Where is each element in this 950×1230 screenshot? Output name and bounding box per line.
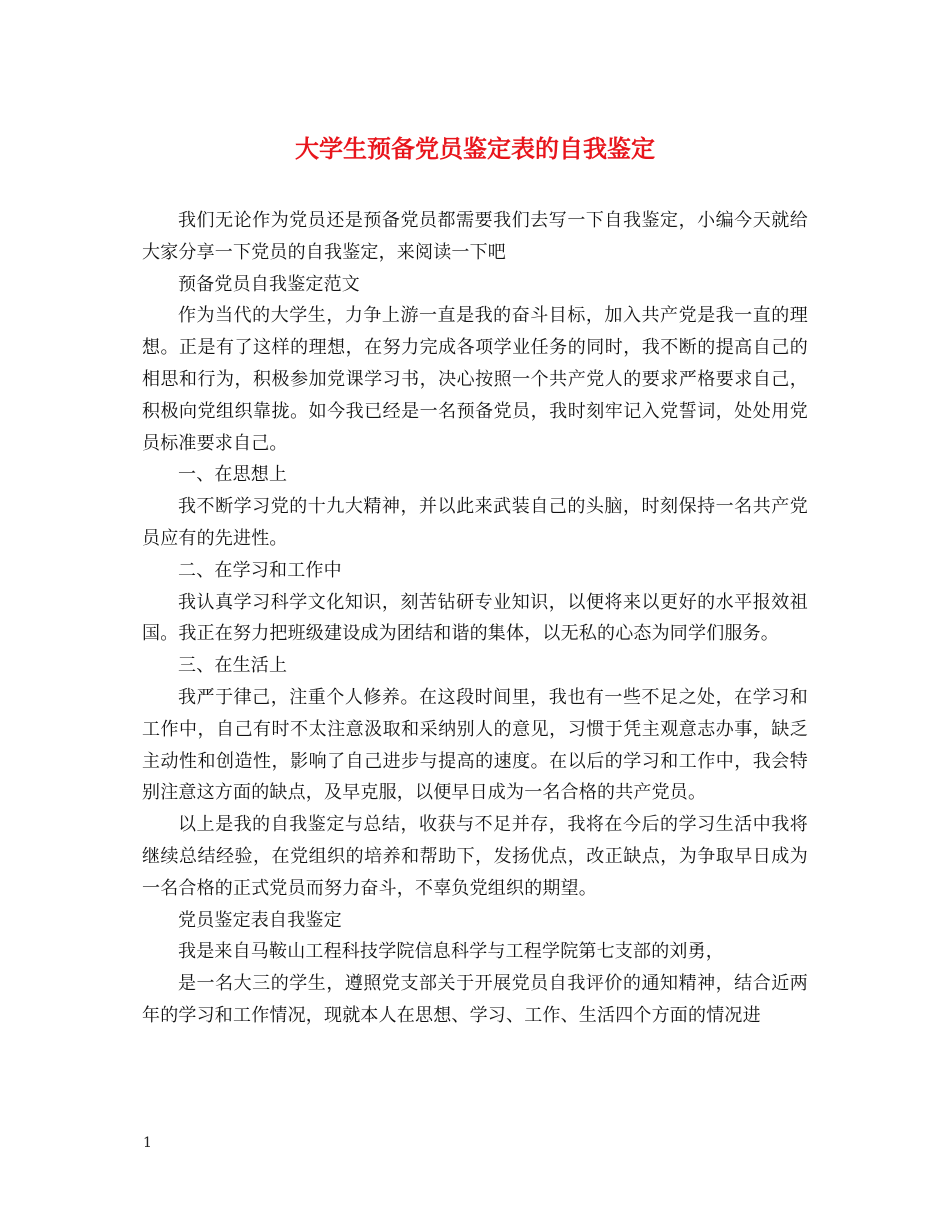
body-paragraph: 我认真学习科学文化知识，刻苦钻研专业知识，以便将来以更好的水平报效祖国。我正在努力把班级建设成为团结和谐的集体，以无私的心态为同学们服务。 <box>142 591 808 645</box>
document-title: 大学生预备党员鉴定表的自我鉴定 <box>295 134 655 163</box>
page-number: 1 <box>143 1135 152 1151</box>
section-heading-sample: 预备党员自我鉴定范文 <box>178 273 360 295</box>
body-paragraph: 我是来自马鞍山工程科技学院信息科学与工程学院第七支部的刘勇， <box>178 941 724 963</box>
body-paragraph: 我不断学习党的十九大精神，并以此来武装自己的头脑，时刻保持一名共产党员应有的先进性。 <box>142 496 808 549</box>
body-paragraph: 是一名大三的学生，遵照党支部关于开展党员自我评价的通知精神，结合近两年的学习和工作情况，现就本人在思想、学习、工作、生活四个方面的情况进 <box>142 973 808 1026</box>
document-body <box>142 205 808 1032</box>
body-paragraph: 我严于律己，注重个人修养。在这段时间里，我也有一些不足之处，在学习和工作中，自己有时不太注意汲取和采纳别人的意见，习惯于凭主观意志办事，缺乏主动性和创造性，影响了自己进步与提高的速度。在以后的学习和工作中，我会特别注意这方面的缺点，及早克服，以便早日成为一名合格的共产党员。 <box>142 686 808 804</box>
section-heading-study-work: 二、在学习和工作中 <box>178 559 342 581</box>
intro-paragraph: 我们无论作为党员还是预备党员都需要我们去写一下自我鉴定，小编今天就给大家分享一下党员的自我鉴定，来阅读一下吧 <box>142 210 808 263</box>
summary-paragraph: 以上是我的自我鉴定与总结，收获与不足并存，我将在今后的学习生活中我将继续总结经验，在党组织的培养和帮助下，发扬优点，改正缺点，为争取早日成为一名合格的正式党员而努力奋斗，不辜负党组织的期望。 <box>142 814 808 899</box>
section-heading-thought: 一、在思想上 <box>178 464 288 486</box>
section-heading-evaluation: 党员鉴定表自我鉴定 <box>178 909 342 931</box>
body-paragraph: 作为当代的大学生，力争上游一直是我的奋斗目标，加入共产党是我一直的理想。正是有了这样的理想，在努力完成各项学业任务的同时，我不断的提高自己的相思和行为，积极参加党课学习书，决心按照一个共产党人的要求严格要求自己，积极向党组织靠拢。如今我已经是一名预备党员，我时刻牢记入党誓词，处处用党员标准要求自己。 <box>142 305 808 454</box>
section-heading-life: 三、在生活上 <box>178 655 288 677</box>
